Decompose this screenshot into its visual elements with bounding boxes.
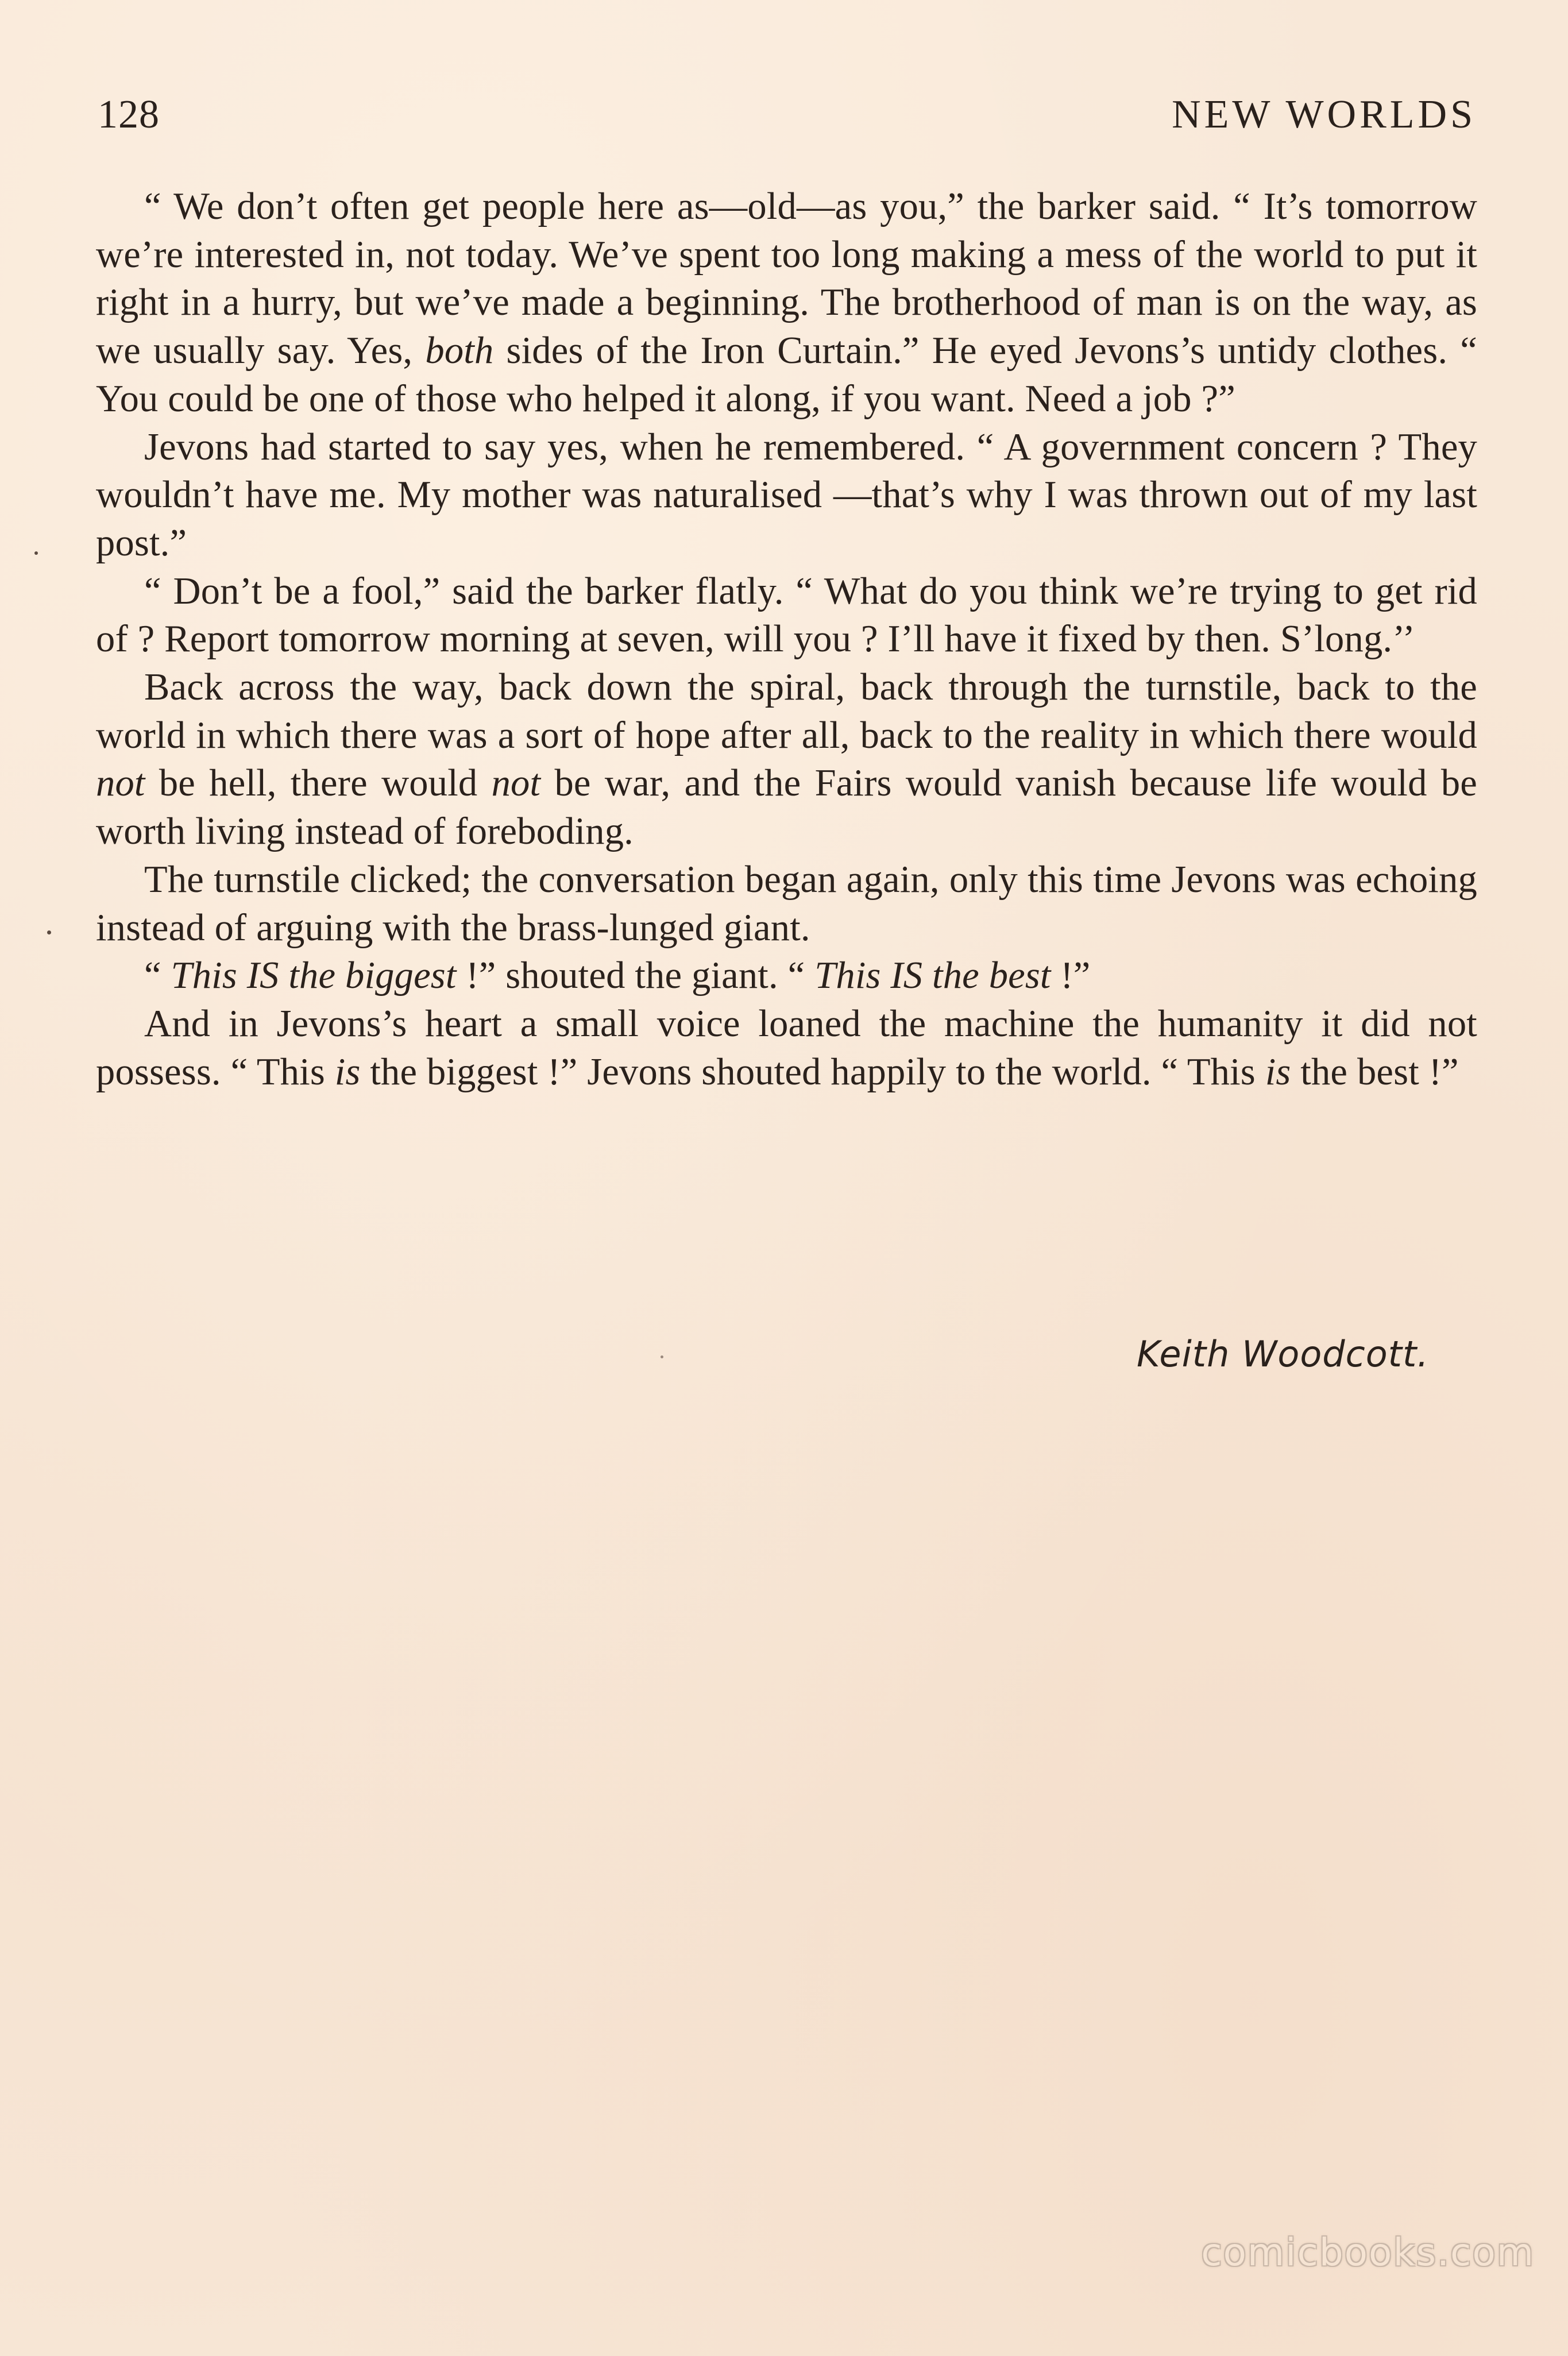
paragraph <box>96 567 1477 663</box>
italic-text: not <box>96 762 145 805</box>
italic-text: is <box>1265 1050 1291 1093</box>
text-run: And in Jevons’s heart a small voice loaned the machine the humanity it did not possess. “ This <box>96 1002 1477 1093</box>
text-run: !” shouted the giant. “ <box>456 955 815 997</box>
text-run: “ <box>144 955 171 997</box>
running-head <box>98 86 1476 144</box>
text-run: The turnstile clicked; the conversation began again, only this time Jevons was echoing instead of arguing with the brass-lunged giant. <box>96 858 1477 949</box>
italic-text: both <box>425 330 494 372</box>
site-watermark: comicbooks.com <box>1201 2230 1535 2274</box>
text-run: be war, and the Fairs would vanish because life would be worth living instead of foreboding. <box>96 762 1477 853</box>
story-text <box>96 183 1477 1096</box>
paper-speck <box>661 1355 663 1358</box>
page-number: 128 <box>98 92 160 137</box>
paragraph <box>96 856 1477 952</box>
text-run: sides of the Iron Curtain.” He eyed Jevons’s untidy clothes. “ You could be one of those who helped it along, if you want. Need a job ?” <box>96 330 1477 420</box>
paper-speck <box>34 551 38 555</box>
text-run: the biggest !” Jevons shouted happily to the world. “ This <box>360 1050 1265 1093</box>
text-run: Jevons had started to say yes, when he remembered. “ A government concern ? They wouldn’t have me. My mother was naturalised —that’s why I was thrown out of my last post.” <box>96 426 1477 564</box>
italic-text: This IS the best <box>814 955 1051 997</box>
italic-text: not <box>491 762 541 805</box>
text-run: be hell, there would <box>145 762 492 805</box>
paragraph <box>96 952 1477 1000</box>
italic-text: is <box>334 1050 361 1093</box>
text-run: Back across the way, back down the spiral, back through the turnstile, back to the world in which there was a sort of hope after all, back to the reality in which there would <box>96 666 1477 756</box>
paragraph <box>96 1000 1477 1096</box>
text-run: “ Don’t be a fool,” said the barker flatly. “ What do you think we’re trying to get rid of ? Report tomorrow morning at seven, will you ? I’ll have it fixed by then. S’long.’’ <box>96 570 1477 661</box>
author-signature: Keith Woodcott. <box>1136 1333 1429 1375</box>
italic-text: This IS the biggest <box>171 955 457 997</box>
text-run: !” <box>1051 955 1091 997</box>
paragraph <box>96 183 1477 423</box>
paper-speck <box>47 930 51 934</box>
text-run: “ We don’t often get people here as—old—as you,” the barker said. “ It’s tomorrow we’re interested in, not today. We’ve spent too long making a mess of the world to put it right in a hurry, but we’ve made a beginning. The brotherhood of man is on the way, as we usually say. Yes, <box>96 186 1477 372</box>
paragraph <box>96 423 1477 567</box>
paragraph <box>96 663 1477 856</box>
text-run: the best !” <box>1291 1050 1459 1093</box>
running-title: NEW WORLDS <box>1172 92 1476 137</box>
